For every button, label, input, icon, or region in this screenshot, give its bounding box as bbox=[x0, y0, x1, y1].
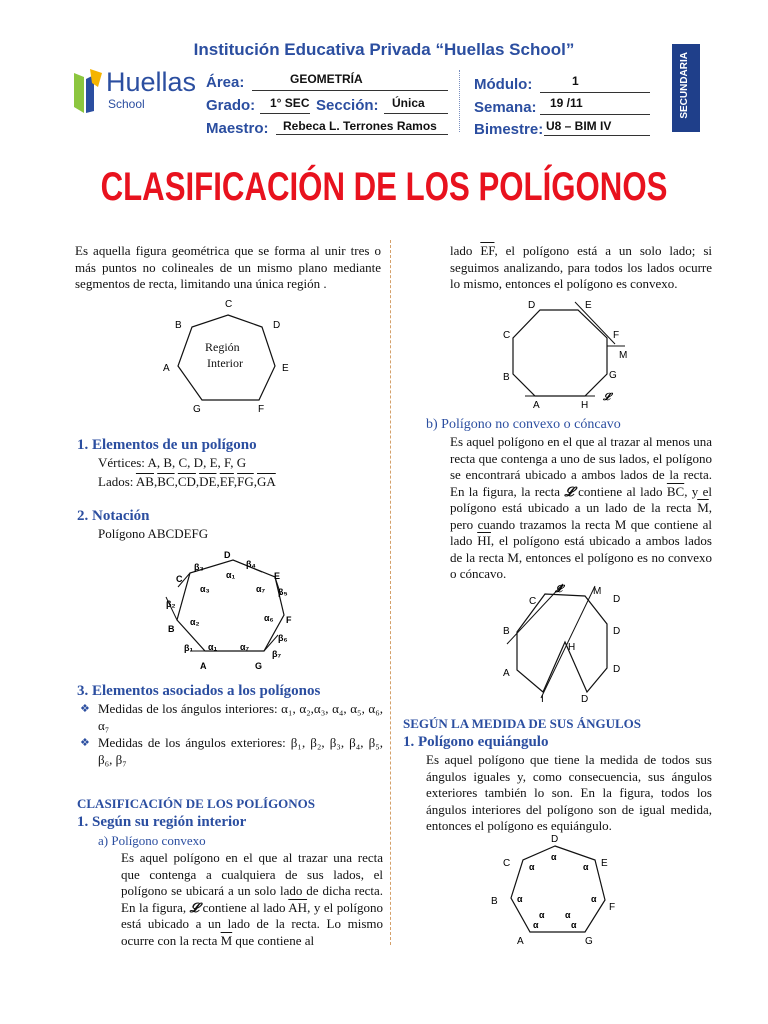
svg-text:B: B bbox=[168, 624, 175, 634]
vertices-text: Vértices: A, B, C, D, E, F, G bbox=[98, 455, 247, 470]
convex-subtitle: a) Polígono convexo bbox=[98, 833, 206, 848]
svg-text:G: G bbox=[585, 936, 593, 947]
svg-text:M: M bbox=[619, 350, 628, 361]
concave-side-hi: $\overline{HI}$ bbox=[477, 533, 491, 548]
side-ab: $\overline{AB}$ bbox=[135, 474, 154, 489]
svg-text:B: B bbox=[491, 896, 498, 907]
concave-text-4: , pero cuando trazamos la recta M que contiene al lado bbox=[450, 500, 712, 548]
svg-text:α: α bbox=[565, 910, 571, 920]
svg-text:α: α bbox=[533, 920, 539, 930]
side-fg: $\overline{FG}$ bbox=[237, 474, 254, 489]
svg-text:G: G bbox=[255, 661, 263, 671]
svg-text:β₃: β₃ bbox=[194, 562, 204, 572]
convex-text-1: Es aquel polígono en el que al trazar una recta que contenga a cualquiera de sus lados, el polígono se ubicará a un solo lado de dicha recta. bbox=[121, 850, 383, 898]
cont-text-a: lado bbox=[450, 243, 481, 258]
convex-text-2f: que contiene al bbox=[232, 932, 315, 948]
area-value: GEOMETRÍA bbox=[290, 72, 363, 86]
maestro-value: Rebeca L. Terrones Ramos bbox=[283, 119, 437, 133]
logo-mark-icon bbox=[70, 67, 104, 115]
maestro-label: Maestro: bbox=[206, 120, 269, 137]
fig1-interior-label: Interior bbox=[207, 356, 243, 370]
concave-text-1: Es aquel polígono en el que al trazar al menos una recta que contenga a uno de sus lados, el polígono se encontrará ubicado a ambos lados de la recta. En la figura, la recta bbox=[450, 434, 712, 499]
svg-text:D: D bbox=[528, 300, 536, 311]
svg-text:H: H bbox=[568, 642, 576, 653]
svg-text:C: C bbox=[529, 596, 537, 607]
svg-text:D: D bbox=[581, 694, 589, 705]
convex-text-2d: , y el polígono está ubicado a un lado de la recta. Lo mismo ocurre con la recta bbox=[121, 899, 383, 948]
sides-text: Lados: $\overline{AB},\overline{BC},\overline{CD},\overline{DE},\overline{EF},\overline{FG},\overline{GA}$ bbox=[98, 474, 276, 489]
fig1-region-label: Región bbox=[205, 340, 240, 354]
svg-text:β₁: β₁ bbox=[184, 643, 194, 653]
svg-text:H: H bbox=[581, 400, 589, 411]
exterior-angles-text: Medidas de los ángulos exteriores: β₁, β₂, β₃, β₄, β₅, β₆, β₇ bbox=[98, 735, 383, 767]
svg-text:β₆: β₆ bbox=[278, 633, 288, 643]
svg-text:C: C bbox=[225, 299, 233, 310]
bullet-diamond-icon: ❖ bbox=[80, 737, 90, 749]
school-logo bbox=[70, 67, 200, 117]
svg-text:E: E bbox=[282, 363, 289, 374]
line-l-symbol-icon: 𝓛 bbox=[564, 483, 574, 499]
svg-text:D: D bbox=[613, 626, 621, 637]
svg-text:α: α bbox=[551, 852, 557, 862]
svg-text:D: D bbox=[224, 550, 231, 560]
svg-text:B: B bbox=[503, 372, 510, 383]
svg-text:α₁: α₁ bbox=[226, 570, 236, 580]
svg-text:α₃: α₃ bbox=[200, 584, 210, 594]
concave-text-3: , y el polígono está ubicado a un lado de la recta bbox=[450, 483, 712, 515]
interior-angles-text: Medidas de los ángulos interiores: α₁, α₂,α₃, α₄, α₅, α₆, α₇ bbox=[98, 701, 383, 733]
interior-angles-item bbox=[80, 701, 383, 734]
svg-text:F: F bbox=[609, 902, 616, 913]
concave-side-bc: $\overline{BC}$ bbox=[666, 483, 685, 499]
svg-text:α₂: α₂ bbox=[190, 617, 200, 627]
svg-text:α: α bbox=[517, 894, 523, 904]
area-label: Área: bbox=[206, 74, 245, 91]
side-cd: $\overline{CD}$ bbox=[177, 474, 196, 489]
svg-text:β₄: β₄ bbox=[246, 559, 256, 569]
svg-text:E: E bbox=[585, 300, 592, 311]
column-divider bbox=[390, 240, 391, 945]
equiangular-paragraph: Es aquel polígono que tiene la medida de todos sus ángulos iguales y, como consecuencia, sus ángulos exteriores también lo son. En la figura, todos los ángulos interiores del polígono son de igual medida, entonces el polígono es equiángulo. bbox=[426, 752, 712, 833]
svg-text:G: G bbox=[193, 404, 201, 414]
svg-text:α: α bbox=[539, 910, 545, 920]
svg-text:M: M bbox=[593, 586, 602, 597]
bimestre-value: U8 – BIM IV bbox=[546, 119, 612, 133]
svg-text:D: D bbox=[613, 664, 621, 675]
side-ga: $\overline{GA}$ bbox=[257, 474, 276, 489]
concave-line-m: $\overline{M}$ bbox=[697, 500, 709, 515]
svg-text:A: A bbox=[533, 400, 540, 411]
svg-text:A: A bbox=[200, 661, 207, 671]
svg-text:B: B bbox=[175, 320, 182, 331]
page-title: CLASIFICACIÓN DE LOS POLÍGONOS bbox=[100, 165, 668, 209]
svg-text:A: A bbox=[517, 936, 524, 947]
polygon-angles-figure bbox=[160, 545, 310, 673]
svg-text:C: C bbox=[176, 574, 183, 584]
intro-paragraph: Es aquella figura geométrica que se forma al unir tres o más puntos no colineales de un mismo plano mediante segmentos de recta, limitando una única región . bbox=[75, 243, 381, 291]
convex-line-m: $\overline{M}$ bbox=[220, 932, 233, 948]
equiangular-polygon-figure bbox=[485, 830, 635, 948]
concave-polygon-figure bbox=[495, 582, 635, 708]
side-ef: $\overline{EF}$ bbox=[219, 474, 234, 489]
polygon-figure-region bbox=[155, 296, 305, 414]
modulo-label: Módulo: bbox=[474, 76, 533, 93]
svg-text:α₇: α₇ bbox=[240, 642, 250, 652]
cont-side-ef: $\overline{EF}$ bbox=[480, 243, 495, 258]
convex-text-2b: contiene al lado bbox=[199, 899, 289, 915]
convex-continuation bbox=[450, 243, 712, 293]
svg-text:D: D bbox=[551, 834, 559, 845]
svg-text:F: F bbox=[613, 330, 620, 341]
svg-text:C: C bbox=[503, 858, 511, 869]
svg-text:F: F bbox=[258, 404, 265, 414]
svg-text:α: α bbox=[583, 862, 589, 872]
convex-side-ah: $\overline{AH}$ bbox=[288, 899, 308, 915]
svg-text:α₆: α₆ bbox=[264, 613, 274, 623]
classification-heading: CLASIFICACIÓN DE LOS POLÍGONOS bbox=[77, 796, 316, 811]
seccion-label: Sección: bbox=[316, 97, 379, 114]
concave-paragraph bbox=[450, 434, 712, 583]
exterior-angles-item bbox=[80, 735, 383, 768]
logo-name: Huellas bbox=[106, 67, 197, 97]
svg-text:F: F bbox=[286, 615, 292, 625]
section-elements-title: 1. Elementos de un polígono bbox=[77, 437, 257, 453]
section-region-title: 1. Según su región interior bbox=[77, 814, 247, 830]
svg-text:β₅: β₅ bbox=[278, 587, 288, 597]
svg-text:α: α bbox=[591, 894, 597, 904]
side-bc: $\overline{BC}$ bbox=[157, 474, 175, 489]
bimestre-label: Bimestre: bbox=[474, 121, 544, 138]
side-tab-label: SECUNDARIA bbox=[679, 52, 690, 119]
sides-label: Lados: bbox=[98, 474, 136, 489]
svg-text:α₁: α₁ bbox=[208, 642, 218, 652]
bullet-diamond-icon: ❖ bbox=[80, 703, 90, 715]
notation-text: Polígono ABCDEFG bbox=[98, 526, 209, 541]
svg-text:𝓛: 𝓛 bbox=[603, 392, 611, 403]
equiangular-title: 1. Polígono equiángulo bbox=[403, 734, 549, 750]
svg-text:E: E bbox=[601, 858, 608, 869]
concave-subtitle: b) Polígono no convexo o cóncavo bbox=[426, 417, 621, 432]
convex-paragraph bbox=[121, 850, 383, 949]
convex-text-2a: En la figura, bbox=[121, 899, 190, 915]
grado-value: 1° SEC bbox=[270, 96, 310, 110]
svg-text:α: α bbox=[571, 920, 577, 930]
modulo-value: 1 bbox=[572, 74, 579, 88]
svg-text:G: G bbox=[609, 370, 617, 381]
grado-label: Grado: bbox=[206, 97, 256, 114]
svg-text:β₂: β₂ bbox=[166, 599, 176, 609]
logo-sub: School bbox=[108, 97, 145, 111]
angles-heading: SEGÚN LA MEDIDA DE SUS ÁNGULOS bbox=[403, 716, 642, 731]
svg-text:B: B bbox=[503, 626, 510, 637]
svg-text:E: E bbox=[274, 571, 281, 581]
svg-text:C: C bbox=[503, 330, 511, 341]
section-associated-title: 3. Elementos asociados a los polígonos bbox=[77, 683, 321, 699]
svg-text:𝓛: 𝓛 bbox=[555, 584, 563, 595]
svg-text:A: A bbox=[163, 363, 170, 374]
svg-text:A: A bbox=[503, 668, 510, 679]
level-side-tab bbox=[672, 44, 700, 132]
svg-text:α: α bbox=[529, 862, 535, 872]
concave-text-5: , el polígono está ubicado a ambos lados de la recta M, entonces el polígono es no convexo o cóncavo. bbox=[450, 533, 712, 581]
cont-text-c: , el polígono está a un solo lado; si seguimos analizando, para todos los lados ocurre lo mismo, entonces el polígono es convexo. bbox=[450, 243, 712, 291]
line-l-symbol-icon: 𝓛 bbox=[189, 899, 200, 915]
seccion-value: Única bbox=[392, 96, 425, 110]
semana-label: Semana: bbox=[474, 99, 537, 116]
svg-text:β₇: β₇ bbox=[272, 649, 282, 659]
concave-text-2: contiene al lado bbox=[573, 483, 667, 499]
side-de: $\overline{DE}$ bbox=[199, 474, 217, 489]
svg-text:D: D bbox=[273, 320, 281, 331]
svg-text:D: D bbox=[613, 594, 621, 605]
convex-polygon-figure bbox=[495, 296, 635, 414]
svg-text:I: I bbox=[541, 694, 544, 705]
svg-text:α₇: α₇ bbox=[256, 584, 266, 594]
semana-value: 19 /11 bbox=[550, 96, 583, 110]
institution-title: Institución Educativa Privada “Huellas School” bbox=[193, 40, 575, 59]
section-notation-title: 2. Notación bbox=[77, 508, 150, 524]
